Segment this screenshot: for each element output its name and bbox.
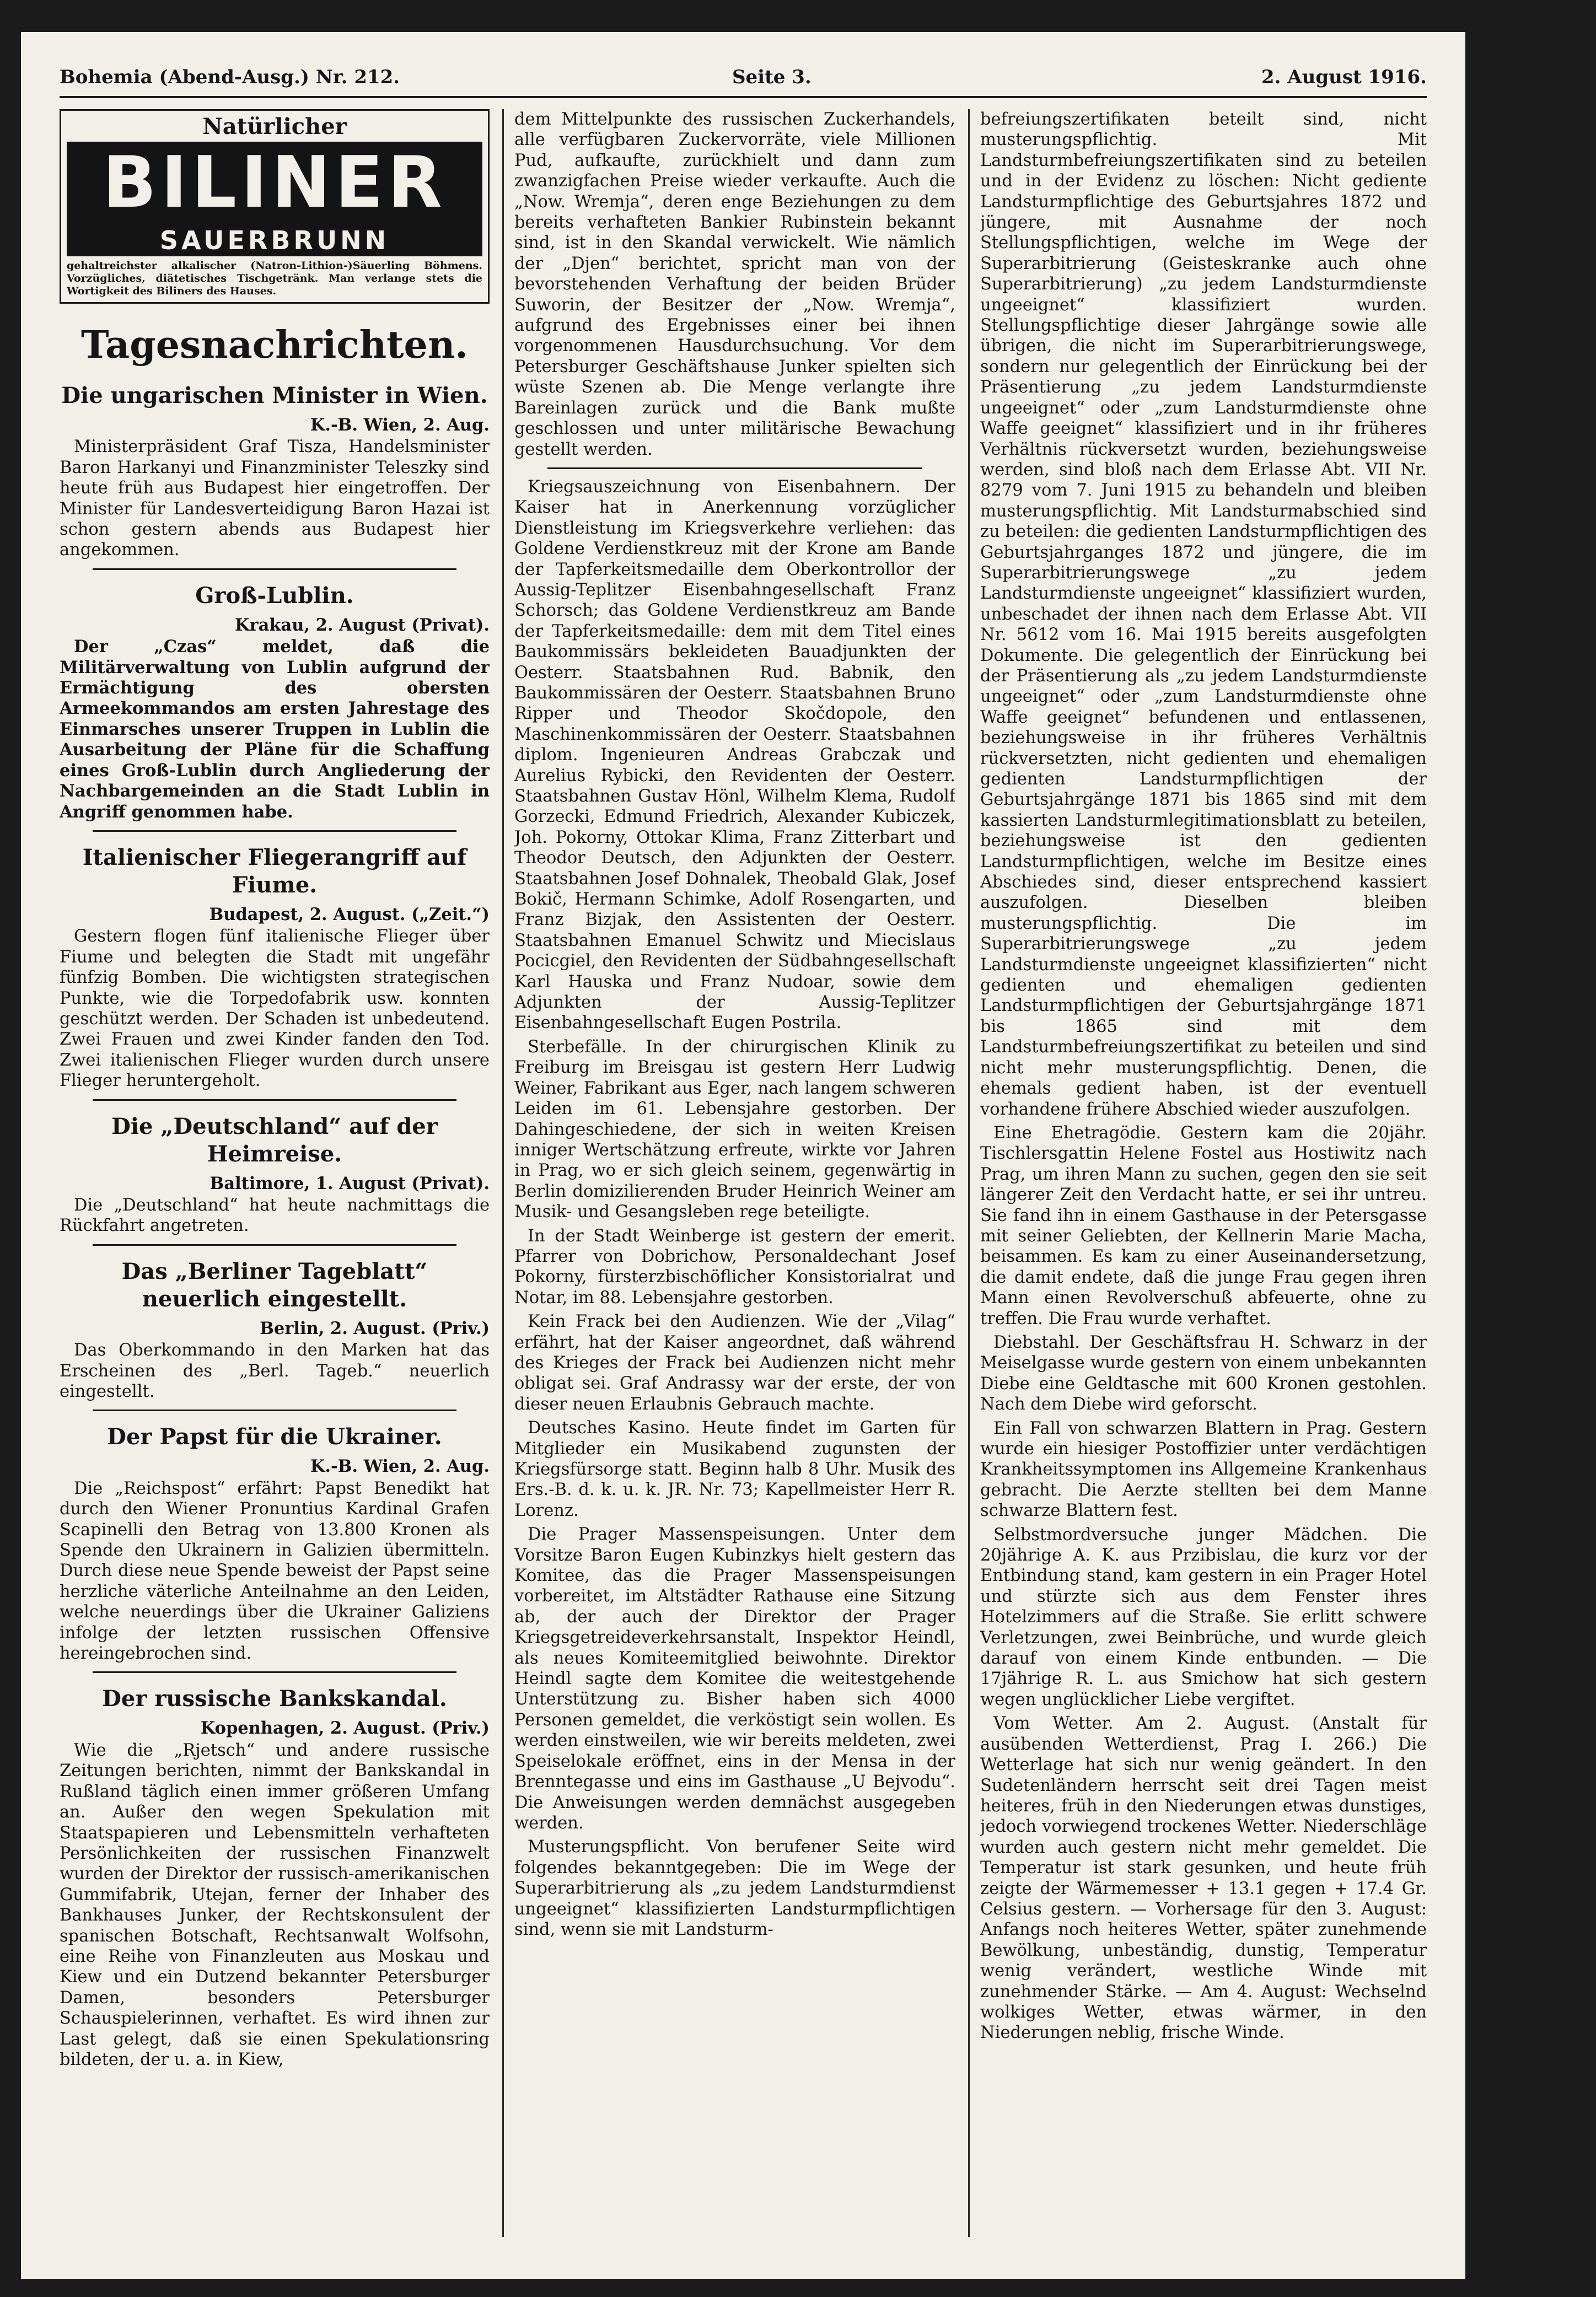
article-dateline: K.-B. Wien, 2. Aug. <box>310 415 490 435</box>
article-dateline: Baltimore, 1. August (Privat). <box>209 1173 490 1193</box>
article-divider <box>93 830 456 832</box>
page-number: Seite 3. <box>732 66 812 88</box>
news-item: Kein Frack bei den Audienzen. Wie der „Vilag“ erfährt, hat der Kaiser angeordnet, daß während des Krieges der Frack bei Audienzen nicht mehr obligat sei. Graf Andrassy war der erste, der von dieser neuen Erlaubnis Gebrauch machte. <box>514 1312 955 1414</box>
article-body: Die „Reichspost“ erfährt: Papst Benedikt hat durch den Wiener Pronuntius Kardinal Grafen Scapinelli den Betrag von 13.800 Kronen als Spende den Ukrainern in Galizien übermitteln. Durch diese neue Spende beweist der Papst seine herzliche väterliche Anteilnahme an den Leiden, welche neuerdings über die Ukrainer Galiziens infolge der letzten russischen Offensive hereingebrochen sind. <box>60 1478 490 1664</box>
article-body: Ministerpräsident Graf Tisza, Handelsminister Baron Harkanyi und Finanzminister Teleszky sind heute früh aus Budapest hier eingetroffen. Der Minister für Landesverteidigung Baron Hazai ist schon gestern abends aus Budapest hier angekommen. <box>60 437 490 560</box>
issue-date: 2. August 1916. <box>1261 66 1427 88</box>
header-rule <box>60 96 1427 98</box>
ad-fine-print: gehaltreichster alkalischer (Natron-Lithion-)Säuerling Böhmens. Vorzügliches, diätetisches Tischgetränk. Man verlange stets die Wortigkeit des Biliners des Hauses. <box>67 260 482 297</box>
article-headline: Das „Berliner Tageblatt“ neuerlich eingestellt. <box>121 1258 428 1312</box>
article-body: Gestern flogen fünf italienische Flieger über Fiume und belegten die Stadt mit ungefähr fünfzig Bomben. Die wichtigsten strategischen Punkte, wie die Torpedofabrik usw. konnten geschützt werden. Der Schaden ist unbedeutend. Zwei Frauen und zwei Kinder fanden den Tod. Zwei italienischen Flieger wurden durch unsere Flieger heruntergeholt. <box>60 927 490 1091</box>
article-headline: Groß-Lublin. <box>195 582 354 609</box>
column-1 <box>60 109 490 2237</box>
news-item: Ein Fall von schwarzen Blattern in Prag. Gestern wurde ein hiesiger Postoffizier unter verdächtigen Krankheitssymptomen ins Allgemeine Krankenhaus gebracht. Die Aerzte stellten bei dem Manne schwarze Blattern fest. <box>980 1418 1427 1521</box>
article-headline: Die ungarischen Minister in Wien. <box>61 383 488 408</box>
article-headline: Der russische Bankskandal. <box>102 1686 447 1712</box>
news-item: befreiungszertifikaten beteilt sind, nicht musterungspflichtig. Mit Landsturmbefreiungszertifikaten sind zu beteilen und in der Evidenz zu löschen: Nicht gediente Landsturmpflichtige des Geburtsjahres 1872 und jüngere, mit Ausnahme der noch Stellungspflichtigen, welche im Wege der Superarbitrierung (Geisteskranke auch ohne Superarbitrierung) „zu jedem Landsturmdienste ungeeignet“ klassifiziert wurden. Stellungspflichtige dieser Jahrgänge sowie alle übrigen, die nicht im Superarbitrierungswege, sondern nur gelegentlich der Einrückung bei der Präsentierung „zu jedem Landsturmdienste ungeeignet“ oder „zum Landsturmdienste ohne Waffe geeignet“ klassifiziert und in ihr früheres Verhältnis rückversetzt wurden, beziehungsweise werden, sind bloß nach dem Erlasse Abt. VII Nr. 8279 vom 7. Juni 1915 zu behandeln und bleiben musterungspflichtig. Mit Landsturmabschied sind zu beteilen: die gedienten Landsturmpflichtigen des Geburtsjahrganges 1872 und jüngere, die im Superarbitrierungswege „zu jedem Landsturmdienste ungeeignet“ klassifiziert wurden, unbeschadet der ihnen nach dem Erlasse Abt. VII Nr. 5612 vom 16. Mai 1915 bereits ausgefolgten Dokumente. Die gelegentlich der Einrückung bei der Präsentierung als „zu jedem Landsturmdienste ungeeignet“ oder „zum Landsturmdienste ohne Waffe geeignet“ befundenen und entlassenen, beziehungsweise in ihr früheres Verhältnis rückversetzten, nicht gedienten und ehemaligen gedienten Landsturmpflichtigen der Geburtsjahrgänge 1871 bis 1865 sind mit dem kassierten Landsturmlegitimationsblatt zu beteilen, beziehungsweise ist den gedienten Landsturmpflichtigen, welche im Besitze eines Abschiedes sind, dieser entsprechend kassiert auszufolgen. Dieselben bleiben musterungspflichtig. Die im Superarbitrierungswege „zu jedem Landsturmdienste ungeeignet klassifizierten“ nicht gedienten und ehemaligen gedienten Landsturmpflichtigen der Geburtsjahrgänge 1871 bis 1865 sind mit dem Landsturmbefreiungszertifikat zu beteilen und sind nicht mehr musterungspflichtig. Denen, die ehemals gedient haben, ist der eventuell vorhandene frühere Abschied wieder auszufolgen. <box>980 110 1427 1119</box>
news-item: Eine Ehetragödie. Gestern kam die 20jähr. Tischlersgattin Helene Fostel aus Hostiwitz nach Prag, um ihren Mann zu suchen, gegen den sie seit längerer Zeit den Verdacht hatte, er sei ihr untreu. Sie fand ihn in einem Gasthause in der Petersgasse mit seiner Geliebten, der Kellnerin Marie Macha, beisammen. Es kam zu einer Auseinandersetzung, die damit endete, daß die junge Frau gegen ihren Mann einen Revolverschuß abfeuerte, ohne zu treffen. Die Frau wurde verhaftet. <box>980 1123 1427 1328</box>
ad-subbrand: SAUERBRUNN <box>67 224 482 256</box>
news-item: Kriegsauszeichnung von Eisenbahnern. Der Kaiser hat in Anerkennung vorzüglicher Dienstleistung im Kriegsverkehre verliehen: das Goldene Verdienstkreuz mit der Krone am Bande der Tapferkeitsmedaille dem Oberkontrollor der Aussig-Teplitzer Eisenbahngesellschaft Franz Schorsch; das Goldene Verdienstkreuz am Bande der Tapferkeitsmedaille: dem mit dem Titel eines Baukommissärs bekleideten Bauadjunkten der Oesterr. Staatsbahnen Rud. Babnik, den Baukommissären der Oesterr. Staatsbahnen Bruno Ripper und Theodor Skočdopole, den Maschinenkommissären der Oesterr. Staatsbahnen diplom. Ingenieuren Andreas Grabczak und Aurelius Rybicki, den Revidenten der Oesterr. Staatsbahnen Gustav Hönl, Wilhelm Klema, Rudolf Gorzecki, Edmund Friedrich, Alexander Kubiczek, Joh. Pokorny, Ottokar Klima, Franz Zitterbart und Theodor Deutsch, den Adjunkten der Oesterr. Staatsbahnen Josef Dohnalek, Theobald Glak, Josef Bokič, Hermann Schimke, Adolf Rosengarten, und Franz Bizjak, den Assistenten der Oesterr. Staatsbahnen Emanuel Schwitz und Miecislaus Pocicgiel, den Revidenten der Südbahngesellschaft Karl Hauska und Franz Nudoar, sowie dem Adjunkten der Aussig-Teplitzer Eisenbahngesellschaft Eugen Postrila. <box>514 477 955 1033</box>
news-item: Die Prager Massenspeisungen. Unter dem Vorsitze Baron Eugen Kubinzkys hielt gestern das Komitee, das die Prager Massenspeisungen vorbereitet, im Altstädter Rathause eine Sitzung ab, der auch der Direktor der Prager Kriegsgetreideverkehrsanstalt, Inspektor Heindl, als neues Komiteemitglied beiwohnte. Direktor Heindl sagte dem Komitee die weitestgehende Unterstützung zu. Bisher haben sich 4000 Personen gemeldet, die verköstigt sein wollen. Es werden einstweilen, wie wir bereits meldeten, zwei Speiselokale eröffnet, eins in der Mensa in der Brenntegasse und eins im Gasthause „U Bejvodu“. Die Anweisungen werden demnächst ausgegeben werden. <box>514 1525 955 1833</box>
ad-top-line: Natürlicher <box>202 114 347 139</box>
article-divider <box>93 1671 456 1673</box>
issue-label: Bohemia (Abend-Ausg.) Nr. 212. <box>60 66 400 88</box>
article-dateline: Krakau, 2. August (Privat). <box>235 615 490 635</box>
news-item: Sterbefälle. In der chirurgischen Klinik zu Freiburg im Breisgau ist gestern Herr Ludwig Weiner, Fabrikant aus Eger, nach langem schweren Leiden im 61. Lebensjahre gestorben. Der Dahingeschiedene, der sich in weiten Kreisen inniger Wertschätzung erfreute, wirkte vor Jahren in Prag, wo er sich gleich seinem, gegenwärtig in Berlin domizilierenden Bruder Heinrich Weiner am Musik- und Gesangsleben rege beteiligte. <box>514 1037 955 1222</box>
ad-brand: BILINER <box>67 142 482 224</box>
article-divider <box>93 1410 456 1411</box>
article-headline: Die „Deutschland“ auf der Heimreise. <box>111 1113 438 1167</box>
article-body: Der „Czas“ meldet, daß die Militärverwaltung von Lublin aufgrund der Ermächtigung des obersten Armeekommandos am ersten Jahrestage des Einmarsches unserer Truppen in Lublin die Ausarbeitung der Pläne für die Schaffung eines Groß-Lublin durch Angliederung der Nachbargemeinden an die Stadt Lublin in Angriff genommen habe. <box>60 637 490 822</box>
article-divider <box>93 1244 456 1246</box>
column-rule <box>502 109 504 2237</box>
article-divider <box>93 568 456 570</box>
news-item: Diebstahl. Der Geschäftsfrau H. Schwarz in der Meiselgasse wurde gestern von einem unbekannten Diebe eine Geldtasche mit 600 Kronen gestohlen. Nach dem Diebe wird geforscht. <box>980 1332 1427 1414</box>
article-headline: Italienischer Fliegerangriff auf Fiume. <box>82 844 467 898</box>
article-body: dem Mittelpunkte des russischen Zuckerhandels, alle verfügbaren Zuckervorräte, viele Millionen Pud, aufkaufte, zurückhielt und dann zum zwanzigfachen Preise wieder verkaufte. Auch die „Now. Wremja“, deren enge Beziehungen zu dem bereits verhafteten Bankier Rubinstein bekannt sind, ist in den Skandal verwickelt. Wie nämlich der „Djen“ berichtet, spricht man von der bevorstehenden Verhaftung der beiden Brüder Suworin, der Besitzer der „Now. Wremja“, aufgrund des Ergebnisses einer bei ihnen vorgenommenen Hausdurchsuchung. Vor dem Petersburger Geschäftshause Junker spielten sich wüste Szenen ab. Die Menge verlangte ihre Bareinlagen zurück und die Bank mußte geschlossen und unter militärische Bewachung gestellt werden. <box>514 110 955 459</box>
running-header <box>60 60 1427 98</box>
news-item: In der Stadt Weinberge ist gestern der emerit. Pfarrer von Dobrichow, Personaldechant Josef Pokorny, fürsterzbischöflicher Konsistorialrat und Notar, im 88. Lebensjahre gestorben. <box>514 1226 955 1308</box>
section-title: Tagesnachrichten. <box>81 323 468 367</box>
column-rule <box>968 109 970 2237</box>
column-3 <box>980 109 1427 2237</box>
article-dateline: Budapest, 2. August. („Zeit.“) <box>209 904 490 924</box>
article-divider <box>93 1099 456 1101</box>
article-dateline: K.-B. Wien, 2. Aug. <box>310 1456 490 1477</box>
article-divider <box>547 467 922 469</box>
news-item: Musterungspflicht. Von berufener Seite wird folgendes bekanntgegeben: Die im Wege der Superarbitrierung als „zu jedem Landsturmdienst ungeeignet“ klassifizierten Landsturmpflichtigen sind, wenn sie mit Landsturm- <box>514 1837 955 1939</box>
article-headline: Der Papst für die Ukrainer. <box>107 1424 442 1450</box>
news-item: Deutsches Kasino. Heute findet im Garten für Mitglieder ein Musikabend zugunsten der Kriegsfürsorge statt. Beginn halb 8 Uhr. Musik des Ers.-B. d. k. u. k. JR. Nr. 73; Kapellmeister Herr R. Lorenz. <box>514 1418 955 1520</box>
article-body: Das Oberkommando in den Marken hat das Erscheinen des „Berl. Tageb.“ neuerlich eingestellt. <box>60 1341 490 1401</box>
article-dateline: Kopenhagen, 2. August. (Priv.) <box>200 1718 490 1739</box>
biliner-advertisement <box>60 109 490 304</box>
news-item: Vom Wetter. Am 2. August. (Anstalt für ausübenden Wetterdienst, Prag I. 266.) Die Wetterlage hat sich nur wenig geändert. In den Sudetenländern herrscht seit drei Tagen meist heiteres, früh in den Niederungen etwas dunstiges, jedoch vorwiegend trockenes Wetter. Niederschläge wurden auch gestern nicht mehr gemeldet. Die Temperatur ist stark gesunken, und heute früh zeigte der Wärmemesser + 13.1 gegen + 17.4 Gr. Celsius gestern. — Vorhersage für den 3. August: Anfangs noch heiteres Wetter, später zunehmende Bewölkung, unbeständig, dunstig, Temperatur wenig verändert, westliche Winde mit zunehmender Stärke. — Am 4. August: Wechselnd wolkiges Wetter, etwas wärmer, in den Niederungen neblig, frische Winde. <box>980 1714 1427 2043</box>
newspaper-page <box>21 32 1465 2279</box>
article-dateline: Berlin, 2. August. (Priv.) <box>260 1318 490 1338</box>
article-body: Wie die „Rjetsch“ und andere russische Zeitungen berichten, nimmt der Bankskandal in Rußland täglich einen immer größeren Umfang an. Außer den wegen Spekulation mit Staatspapieren und Lebensmitteln verhafteten Persönlichkeiten der russischen Finanzwelt wurden der Direktor der russisch-amerikanischen Gummifabrik, Utejan, ferner der Inhaber des Bankhauses Junker, der Rechtskonsulent der spanischen Botschaft, Rechtsanwalt Wolfsohn, eine Reihe von Finanzleuten aus Moskau und Kiew und ein Dutzend bekannter Petersburger Damen, besonders Petersburger Schauspielerinnen, verhaftet. Es wird ihnen zur Last gelegt, daß sie einen Spekulationsring bildeten, der u. a. in Kiew, <box>60 1740 490 2069</box>
article-body: Die „Deutschland“ hat heute nachmittags die Rückfahrt angetreten. <box>60 1195 490 1236</box>
column-2 <box>514 109 955 2237</box>
news-item: Selbstmordversuche junger Mädchen. Die 20jährige A. K. aus Przibislau, die kurz vor der Entbindung stand, kam gestern in ein Prager Hotel und stürzte sich aus dem Fenster ihres Hotelzimmers auf die Straße. Sie erlitt schwere Verletzungen, zwei Beinbrüche, und wurde gleich darauf von einem Kinde entbunden. — Die 17jährige R. L. aus Smichow hat sich gestern wegen unglücklicher Liebe vergiftet. <box>980 1525 1427 1709</box>
